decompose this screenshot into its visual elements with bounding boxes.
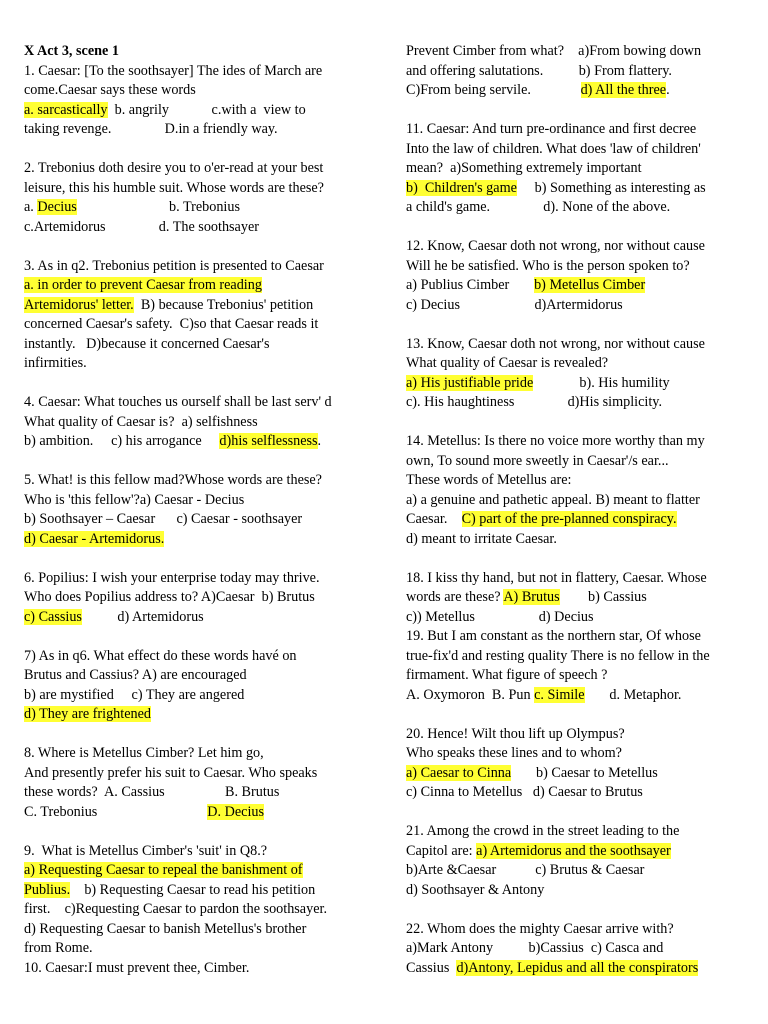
text-line — [24, 744, 376, 764]
line-text: C)From being servile. — [406, 82, 581, 98]
line-text: Into the law of children. What does 'law of children' — [406, 140, 701, 157]
text-line — [406, 296, 752, 316]
text-line — [406, 647, 752, 667]
line-text: firmament. What figure of speech ? — [406, 667, 608, 683]
line-text: b) Requesting Caesar to read his petition — [70, 881, 316, 898]
line-text: 6. Popilius: I wish your enterprise today may thrive. — [24, 569, 320, 586]
line-text: What quality of Caesar is? a) selfishness — [24, 413, 258, 430]
line-text: d) Artemidorus — [81, 608, 204, 625]
highlighted-answer: d) They are frightened — [24, 706, 151, 722]
line-text: true-fix'd and resting quality There is no fellow in the — [406, 647, 710, 664]
line-text: c)) Metellus d) Decius — [406, 608, 594, 625]
highlighted-answer: D. Decius — [207, 803, 265, 820]
text-line — [406, 822, 752, 842]
text-line — [24, 218, 376, 238]
text-line — [406, 354, 752, 374]
line-text: infirmities. — [24, 355, 87, 371]
line-text: first. c)Requesting Caesar to pardon the soothsayer. — [24, 901, 327, 917]
line-text: come.Caesar says these words — [24, 82, 196, 98]
highlighted-answer: c) Cassius — [24, 608, 82, 625]
text-line — [24, 432, 376, 452]
line-text: A. Oxymoron B. Pun — [406, 686, 535, 703]
line-text: 8. Where is Metellus Cimber? Let him go, — [24, 745, 264, 761]
text-line — [24, 959, 376, 979]
line-text: Prevent Cimber from what? a)From bowing down — [406, 43, 702, 59]
text-line — [406, 471, 752, 491]
highlighted-answer: Publius. — [24, 881, 71, 898]
text-line — [406, 393, 752, 413]
blank-line — [24, 374, 376, 394]
blank-line — [406, 218, 752, 238]
text-line — [24, 335, 376, 355]
line-text: c) Cinna to Metellus d) Caesar to Brutus — [406, 784, 643, 800]
text-line — [24, 413, 376, 433]
text-line — [24, 939, 376, 959]
text-line — [24, 81, 376, 101]
line-text: 13. Know, Caesar doth not wrong, nor without cause — [406, 335, 705, 352]
line-text: b) Soothsayer – Caesar c) Caesar - soothsayer — [24, 511, 303, 527]
text-line — [406, 179, 752, 199]
line-text: 21. Among the crowd in the street leading to the — [406, 823, 680, 839]
text-line — [406, 920, 752, 940]
text-line — [406, 842, 752, 862]
text-line — [406, 569, 752, 589]
blank-line — [24, 237, 376, 257]
highlighted-answer: Decius — [37, 199, 77, 215]
line-text: words are these? — [406, 589, 504, 605]
text-line — [24, 803, 376, 823]
line-text: d) Requesting Caesar to banish Metellus's brother — [24, 920, 307, 937]
line-text: Who speaks these lines and to whom? — [406, 745, 622, 761]
text-line — [24, 315, 376, 335]
text-line — [406, 530, 752, 550]
line-text: c) Decius d)Artermidorus — [406, 296, 623, 313]
line-text: a. — [24, 199, 38, 215]
line-text: 14. Metellus: Is there no voice more worthy than my — [406, 433, 705, 449]
line-text: 9. What is Metellus Cimber's 'suit' in Q8.? — [24, 842, 268, 859]
text-line — [406, 939, 752, 959]
text-line — [406, 608, 752, 628]
line-text: b. Trebonius — [76, 199, 240, 215]
line-text: Who is 'this fellow'?a) Caesar - Decius — [24, 491, 245, 508]
text-line — [406, 627, 752, 647]
text-line — [24, 861, 376, 881]
highlighted-answer: a. sarcastically — [24, 101, 108, 118]
blank-line — [24, 822, 376, 842]
line-text: Caesar. — [406, 511, 462, 527]
text-line — [24, 179, 376, 199]
text-line — [24, 276, 376, 296]
text-line — [406, 588, 752, 608]
text-line — [24, 764, 376, 784]
line-text: b) Cassius — [559, 589, 647, 605]
text-line — [406, 666, 752, 686]
text-line — [406, 81, 752, 101]
blank-line — [24, 725, 376, 745]
line-text: instantly. D)because it concerned Caesar's — [24, 335, 270, 352]
line-text: B) because Trebonius' petition — [133, 296, 314, 313]
highlighted-answer: d) All the three — [580, 82, 667, 98]
text-line — [406, 120, 752, 140]
blank-line — [24, 627, 376, 647]
blank-line — [24, 140, 376, 160]
line-text: b)Arte &Caesar c) Brutus & Caesar — [406, 862, 645, 878]
text-line — [406, 237, 752, 257]
text-line — [406, 159, 752, 179]
highlighted-answer: b) Children's game — [406, 179, 517, 196]
highlighted-answer: a) Requesting Caesar to repeal the banishment of — [24, 862, 303, 878]
line-text: Cassius — [406, 959, 457, 976]
text-line — [24, 159, 376, 179]
left-column — [24, 42, 376, 978]
text-line — [24, 842, 376, 862]
line-text: b) Something as interesting as — [516, 179, 706, 196]
text-line — [24, 608, 376, 628]
line-text: b. angrily c.with a view to — [107, 101, 306, 118]
line-text: And presently prefer his suit to Caesar. Who speaks — [24, 764, 318, 781]
text-line — [406, 861, 752, 881]
line-text: d) meant to irritate Caesar. — [406, 530, 557, 547]
text-line — [24, 686, 376, 706]
text-line — [24, 120, 376, 140]
line-text: b) ambition. c) his arrogance — [24, 433, 220, 449]
line-text: a)Mark Antony b)Cassius c) Casca and — [406, 940, 664, 956]
line-text: Brutus and Cassius? A) are encouraged — [24, 667, 247, 683]
line-text: 18. I kiss thy hand, but not in flattery, Caesar. Whose — [406, 569, 707, 586]
line-text: 22. Whom does the mighty Caesar arrive with? — [406, 920, 674, 937]
text-line — [406, 881, 752, 901]
line-text: 3. As in q2. Trebonius petition is presented to Caesar — [24, 257, 324, 274]
line-text: 1. Caesar: [To the soothsayer] The ides of March are — [24, 62, 323, 79]
line-text: 11. Caesar: And turn pre-ordinance and first decree — [406, 121, 697, 137]
blank-line — [24, 452, 376, 472]
right-column — [406, 42, 752, 978]
text-line — [406, 42, 752, 62]
line-text: taking revenge. D.in a friendly way. — [24, 121, 278, 137]
highlighted-answer: d) Caesar - Artemidorus. — [24, 530, 165, 547]
line-text: 19. But I am constant as the northern star, Of whose — [406, 628, 701, 644]
text-line — [24, 881, 376, 901]
text-line — [406, 62, 752, 82]
text-line — [24, 510, 376, 530]
line-text: Will he be satisfied. Who is the person spoken to? — [406, 257, 690, 274]
text-line — [24, 42, 376, 62]
text-line — [24, 530, 376, 550]
highlighted-answer: a) Caesar to Cinna — [406, 764, 512, 781]
text-line — [24, 101, 376, 121]
line-text: a) Publius Cimber — [406, 277, 535, 293]
line-text: 7) As in q6. What effect do these words havé on — [24, 647, 297, 664]
text-line — [24, 393, 376, 413]
blank-line — [406, 315, 752, 335]
text-line — [24, 569, 376, 589]
blank-line — [406, 413, 752, 433]
line-text: These words of Metellus are: — [406, 472, 572, 488]
text-line — [24, 705, 376, 725]
text-line — [24, 471, 376, 491]
line-text: from Rome. — [24, 940, 93, 956]
line-text: a) a genuine and pathetic appeal. B) meant to flatter — [406, 491, 700, 508]
highlighted-answer: a) His justifiable pride — [406, 374, 534, 391]
text-line — [24, 491, 376, 511]
line-text: and offering salutations. b) From flattery. — [406, 62, 672, 79]
line-text: b) Caesar to Metellus — [511, 764, 658, 781]
line-text: a child's game. d). None of the above. — [406, 199, 671, 215]
text-line — [406, 257, 752, 277]
text-line — [24, 296, 376, 316]
highlighted-answer: c. Simile — [534, 686, 585, 703]
text-line — [406, 198, 752, 218]
highlighted-answer: a) Artemidorus and the soothsayer — [476, 842, 671, 859]
line-text: . — [666, 82, 670, 98]
line-text: What quality of Caesar is revealed? — [406, 355, 609, 371]
line-text: 10. Caesar:I must prevent thee, Cimber. — [24, 959, 250, 976]
text-line — [406, 725, 752, 745]
line-text: Capitol are: — [406, 842, 477, 859]
highlighted-answer: C) part of the pre-planned conspiracy. — [461, 511, 677, 527]
blank-line — [406, 900, 752, 920]
text-line — [406, 276, 752, 296]
text-line — [24, 783, 376, 803]
line-text: own, To sound more sweetly in Caesar'/s ear... — [406, 452, 669, 469]
text-line — [24, 588, 376, 608]
text-line — [24, 666, 376, 686]
highlighted-answer: a. in order to prevent Caesar from reading — [24, 277, 262, 293]
text-line — [406, 491, 752, 511]
line-text: 4. Caesar: What touches us ourself shall be last serv' d — [24, 394, 332, 410]
line-text: mean? a)Something extremely important — [406, 160, 642, 176]
text-line — [406, 764, 752, 784]
text-line — [24, 354, 376, 374]
blank-line — [406, 549, 752, 569]
text-line — [406, 959, 752, 979]
line-text: d. Metaphor. — [584, 686, 682, 703]
text-line — [406, 744, 752, 764]
text-line — [406, 335, 752, 355]
blank-line — [406, 705, 752, 725]
highlighted-answer: b) Metellus Cimber — [534, 277, 646, 293]
line-text: 12. Know, Caesar doth not wrong, nor without cause — [406, 238, 705, 254]
highlighted-answer: d)Antony, Lepidus and all the conspirators — [456, 959, 699, 976]
line-text: 2. Trebonius doth desire you to o'er-read at your best — [24, 160, 324, 176]
text-line — [24, 647, 376, 667]
highlighted-answer: Artemidorus' letter. — [24, 296, 134, 313]
line-text: 20. Hence! Wilt thou lift up Olympus? — [406, 725, 625, 742]
text-line — [406, 432, 752, 452]
text-line — [24, 257, 376, 277]
highlighted-answer: d)his selflessness — [219, 433, 318, 449]
line-text: c). His haughtiness d)His simplicity. — [406, 394, 663, 410]
page-title: X Act 3, scene 1 — [24, 43, 119, 59]
line-text: 5. What! is this fellow mad?Whose words are these? — [24, 472, 322, 488]
blank-line — [24, 549, 376, 569]
line-text: Who does Popilius address to? A)Caesar b) Brutus — [24, 589, 315, 605]
text-line — [406, 374, 752, 394]
line-text: c.Artemidorus d. The soothsayer — [24, 218, 259, 235]
text-line — [406, 140, 752, 160]
text-line — [406, 686, 752, 706]
blank-line — [406, 101, 752, 121]
text-line — [24, 198, 376, 218]
line-text: C. Trebonius — [24, 803, 208, 820]
text-line — [24, 62, 376, 82]
text-line — [406, 783, 752, 803]
line-text: . — [317, 433, 322, 449]
line-text: these words? A. Cassius B. Brutus — [24, 784, 280, 800]
text-line — [406, 510, 752, 530]
line-text: concerned Caesar's safety. C)so that Caesar reads it — [24, 316, 319, 332]
line-text: b) are mystified c) They are angered — [24, 686, 245, 703]
text-line — [24, 920, 376, 940]
text-line — [24, 900, 376, 920]
text-line — [406, 452, 752, 472]
blank-line — [406, 803, 752, 823]
line-text: leisure, this his humble suit. Whose words are these? — [24, 179, 324, 196]
highlighted-answer: A) Brutus — [503, 589, 560, 605]
line-text: b). His humility — [533, 374, 670, 391]
line-text: d) Soothsayer & Antony — [406, 881, 545, 898]
